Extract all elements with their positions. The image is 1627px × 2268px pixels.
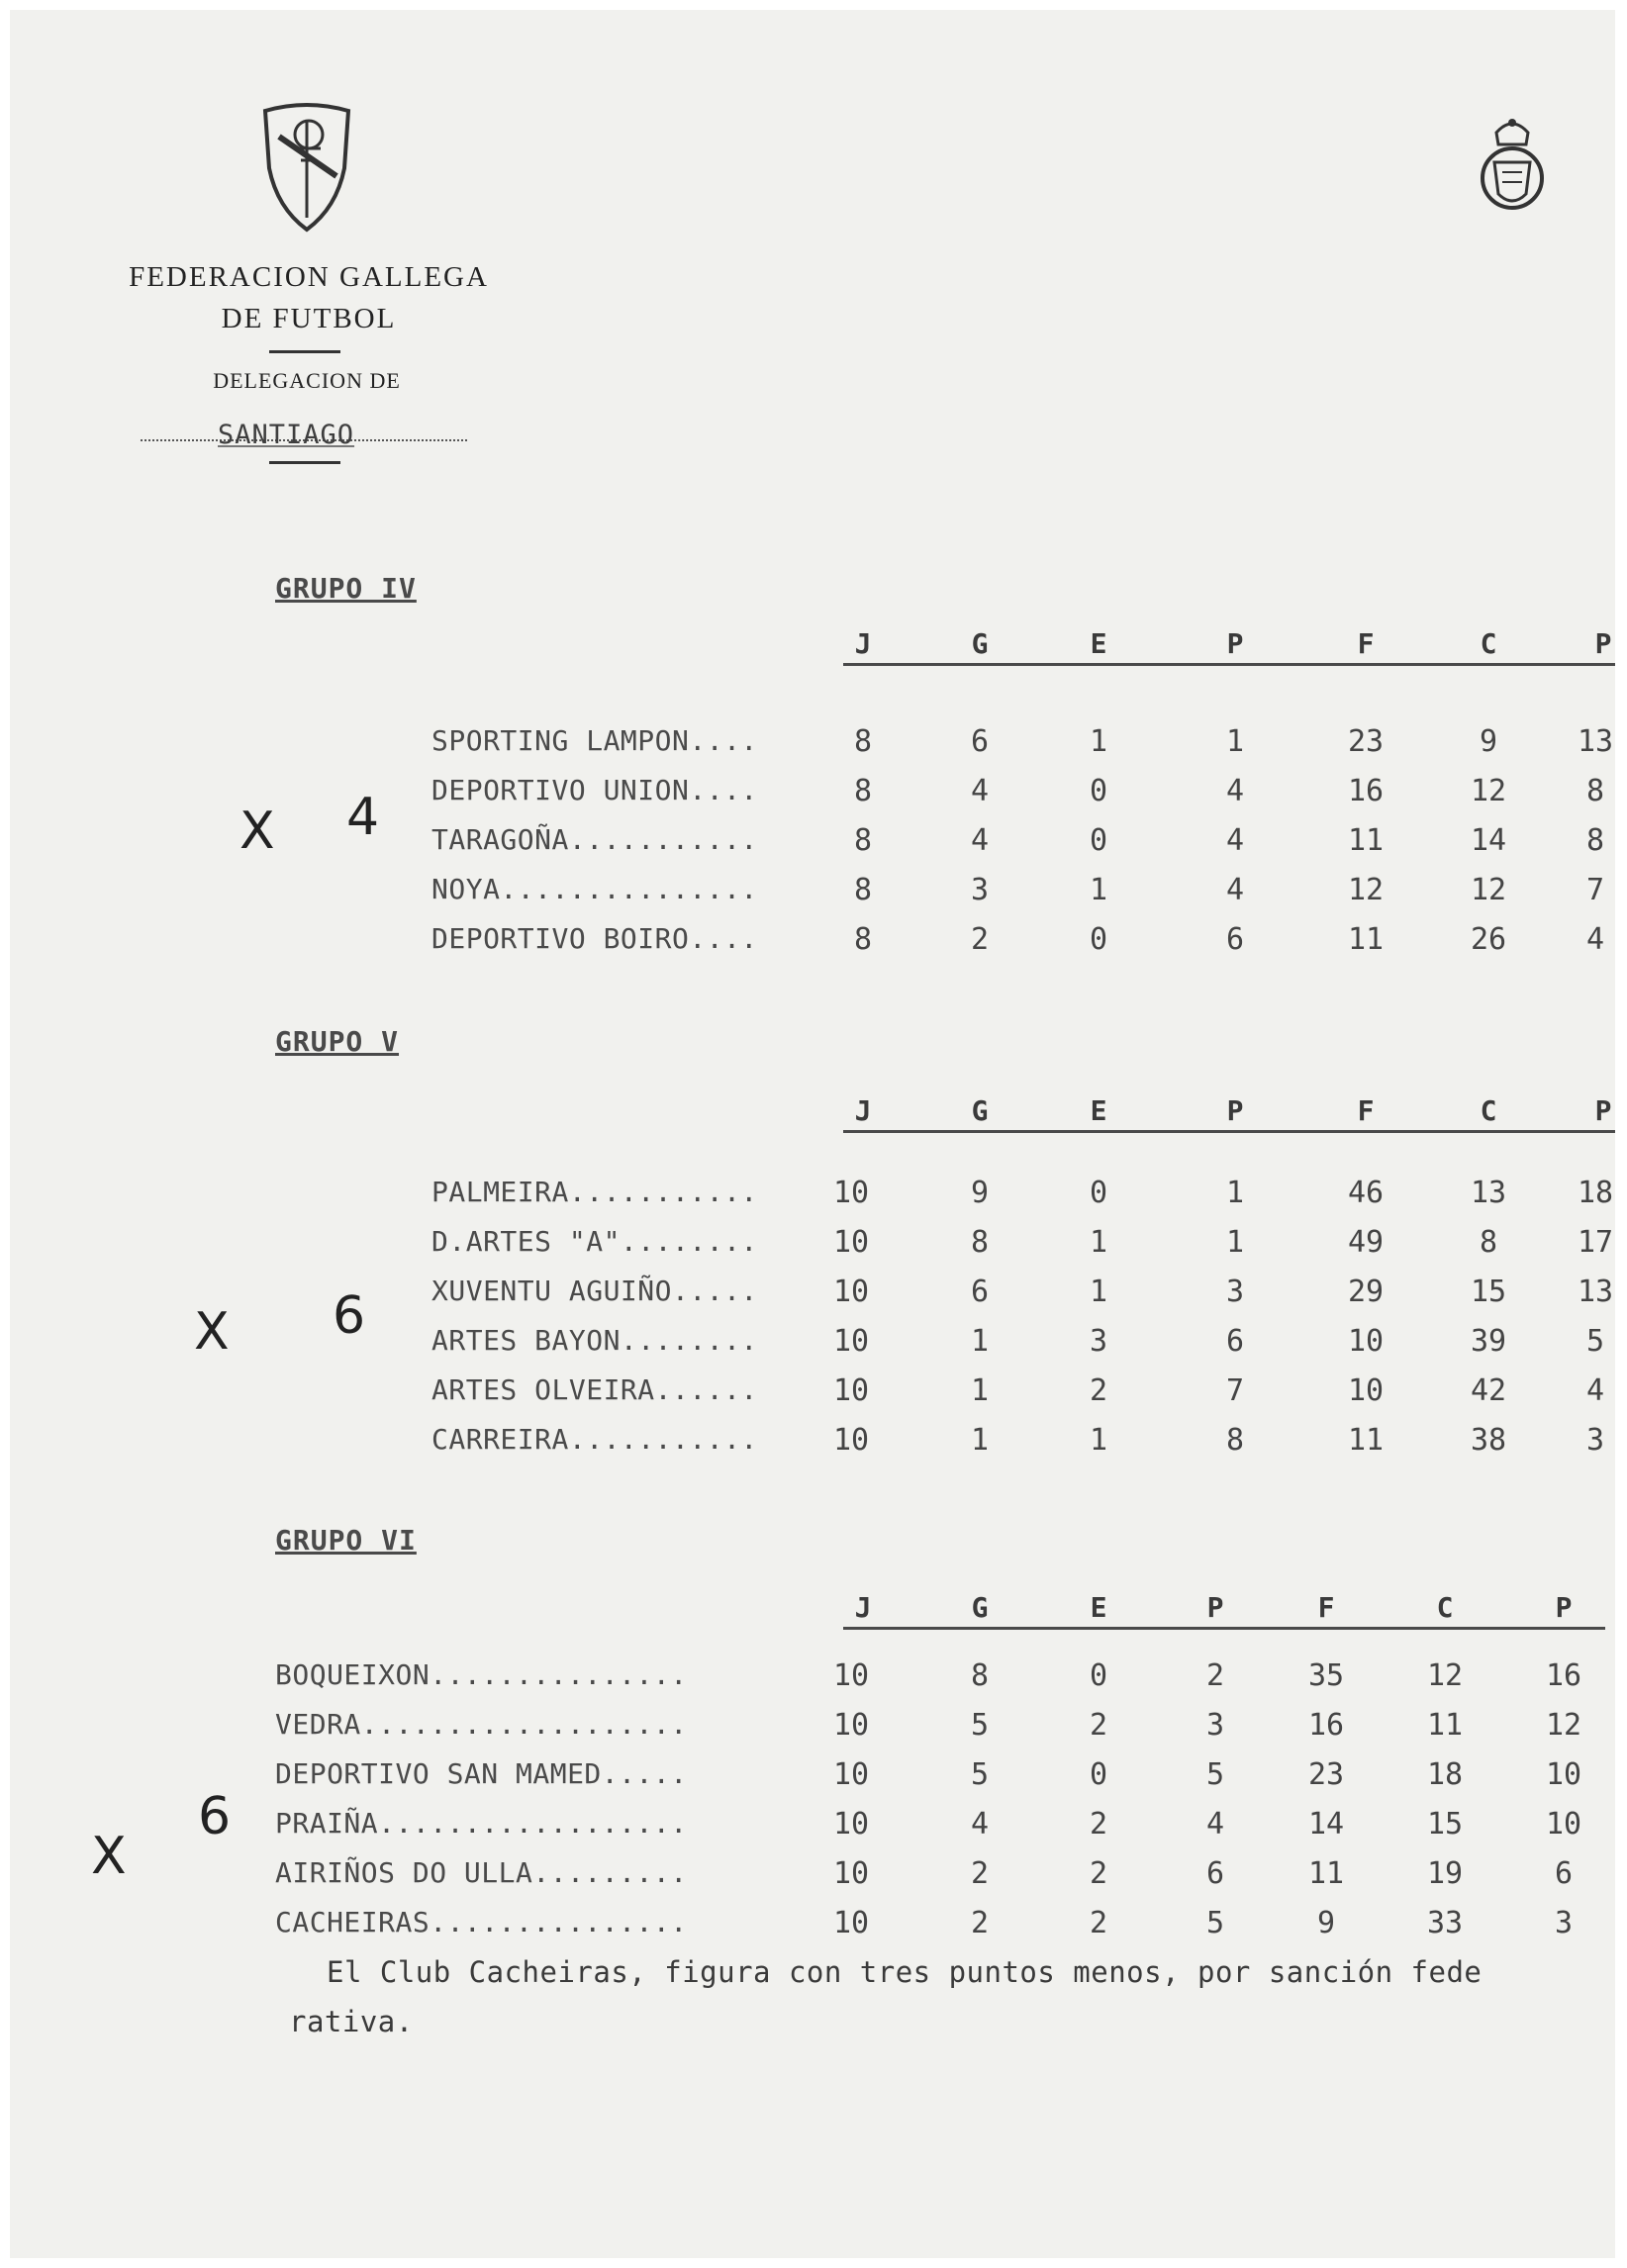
- stat-cell: 2: [970, 1856, 990, 1891]
- column-header: E: [1090, 1094, 1107, 1127]
- group-title: GRUPO VI: [275, 1524, 417, 1557]
- stat-cell: 6: [970, 1275, 990, 1309]
- team-name: SPORTING LAMPON....: [431, 724, 758, 757]
- column-header: G: [971, 1094, 989, 1127]
- stat-cell: 6: [1554, 1856, 1574, 1891]
- stat-cell: 10: [1545, 1807, 1582, 1842]
- stat-cell: 23: [1347, 724, 1385, 759]
- stat-cell: 10: [1347, 1373, 1385, 1408]
- column-header: E: [1090, 627, 1107, 660]
- stat-cell: 16: [1307, 1708, 1345, 1743]
- letterhead-divider: [269, 350, 340, 353]
- stat-cell: 1: [970, 1373, 990, 1408]
- team-name: PALMEIRA...........: [431, 1176, 758, 1208]
- stat-cell: 1: [970, 1324, 990, 1359]
- stat-cell: 14: [1307, 1807, 1345, 1842]
- stat-cell: 3: [1585, 1423, 1605, 1458]
- stat-cell: 11: [1347, 823, 1385, 858]
- stat-cell: 10: [832, 1373, 870, 1408]
- stat-cell: 9: [1316, 1906, 1336, 1940]
- stat-cell: 1: [1089, 873, 1108, 907]
- stat-cell: 15: [1426, 1807, 1464, 1842]
- stat-cell: 3: [1225, 1275, 1245, 1309]
- stat-cell: 42: [1470, 1373, 1507, 1408]
- column-header: J: [854, 1591, 872, 1624]
- stat-cell: 14: [1470, 823, 1507, 858]
- stat-cell: 18: [1577, 1176, 1614, 1210]
- stat-cell: 10: [832, 1807, 870, 1842]
- stat-cell: 10: [832, 1275, 870, 1309]
- team-name: CARREIRA...........: [431, 1423, 758, 1456]
- column-header: F: [1357, 627, 1375, 660]
- stat-cell: 4: [1205, 1807, 1225, 1842]
- stat-cell: 5: [1205, 1906, 1225, 1940]
- team-name: DEPORTIVO BOIRO....: [431, 922, 758, 955]
- stat-cell: 19: [1426, 1856, 1464, 1891]
- handwritten-count: 4: [346, 788, 380, 847]
- letterhead-line2: DE FUTBOL: [221, 303, 397, 334]
- federation-crest-icon: [257, 99, 356, 237]
- group-title: GRUPO IV: [275, 572, 417, 605]
- stat-cell: 8: [1225, 1423, 1245, 1458]
- handwritten-x-mark: X: [194, 1302, 230, 1362]
- stat-cell: 8: [1479, 1225, 1498, 1260]
- stat-cell: 10: [832, 1423, 870, 1458]
- column-header: G: [971, 1591, 989, 1624]
- stat-cell: 2: [1089, 1856, 1108, 1891]
- stat-cell: 10: [832, 1658, 870, 1693]
- column-header: G: [971, 627, 989, 660]
- column-header: P: [1555, 1591, 1573, 1624]
- stat-cell: 3: [1205, 1708, 1225, 1743]
- column-header: E: [1090, 1591, 1107, 1624]
- handwritten-x-mark: X: [91, 1827, 127, 1886]
- stat-cell: 12: [1545, 1708, 1582, 1743]
- stat-cell: 23: [1307, 1757, 1345, 1792]
- stat-cell: 10: [832, 1906, 870, 1940]
- column-header: C: [1480, 627, 1497, 660]
- team-name: VEDRA...................: [275, 1708, 688, 1741]
- stat-cell: 10: [832, 1757, 870, 1792]
- stat-cell: 8: [1585, 774, 1605, 808]
- stat-cell: 2: [1089, 1373, 1108, 1408]
- stat-cell: 8: [853, 873, 873, 907]
- stat-cell: 10: [1347, 1324, 1385, 1359]
- stat-cell: 8: [970, 1658, 990, 1693]
- stat-cell: 12: [1470, 774, 1507, 808]
- stat-cell: 4: [970, 1807, 990, 1842]
- letterhead-delegacion: DELEGACION DE: [213, 368, 401, 393]
- stat-cell: 10: [832, 1225, 870, 1260]
- column-header: F: [1357, 1094, 1375, 1127]
- stat-cell: 6: [970, 724, 990, 759]
- column-header: P: [1594, 627, 1612, 660]
- stat-cell: 1: [1089, 1275, 1108, 1309]
- letterhead-city: SANTIAGO: [218, 420, 355, 450]
- stat-cell: 3: [970, 873, 990, 907]
- letterhead-line1: FEDERACION GALLEGA: [129, 261, 489, 293]
- stat-cell: 6: [1225, 1324, 1245, 1359]
- team-name: PRAIÑA..................: [275, 1807, 688, 1840]
- stat-cell: 4: [1225, 823, 1245, 858]
- stat-cell: 4: [1585, 1373, 1605, 1408]
- stat-cell: 1: [1089, 1225, 1108, 1260]
- column-header: C: [1480, 1094, 1497, 1127]
- team-name: CACHEIRAS...............: [275, 1906, 688, 1938]
- stat-cell: 0: [1089, 1658, 1108, 1693]
- team-name: BOQUEIXON...............: [275, 1658, 688, 1691]
- stat-cell: 5: [970, 1757, 990, 1792]
- column-header: C: [1436, 1591, 1454, 1624]
- team-name: TARAGOÑA...........: [431, 823, 758, 856]
- stat-cell: 4: [1225, 774, 1245, 808]
- stat-cell: 4: [1585, 922, 1605, 957]
- stat-cell: 38: [1470, 1423, 1507, 1458]
- stat-cell: 2: [1089, 1708, 1108, 1743]
- stat-cell: 10: [832, 1324, 870, 1359]
- group-title: GRUPO V: [275, 1025, 400, 1058]
- team-name: AIRIÑOS DO ULLA.........: [275, 1856, 688, 1889]
- stat-cell: 9: [970, 1176, 990, 1210]
- stat-cell: 7: [1585, 873, 1605, 907]
- stat-cell: 8: [970, 1225, 990, 1260]
- handwritten-count: 6: [198, 1787, 232, 1846]
- stat-cell: 1: [1089, 1423, 1108, 1458]
- stat-cell: 9: [1479, 724, 1498, 759]
- stat-cell: 0: [1089, 1757, 1108, 1792]
- document-page: [10, 10, 1615, 2258]
- stat-cell: 8: [1585, 823, 1605, 858]
- stat-cell: 4: [970, 774, 990, 808]
- stat-cell: 8: [853, 922, 873, 957]
- stat-cell: 4: [970, 823, 990, 858]
- stat-cell: 7: [1225, 1373, 1245, 1408]
- stat-cell: 13: [1470, 1176, 1507, 1210]
- stat-cell: 12: [1426, 1658, 1464, 1693]
- stat-cell: 11: [1347, 922, 1385, 957]
- column-header: P: [1226, 627, 1244, 660]
- stat-cell: 49: [1347, 1225, 1385, 1260]
- stat-cell: 18: [1426, 1757, 1464, 1792]
- stat-cell: 8: [853, 823, 873, 858]
- column-header: J: [854, 627, 872, 660]
- stat-cell: 10: [832, 1176, 870, 1210]
- letterhead-divider-2: [269, 461, 340, 464]
- stat-cell: 8: [853, 724, 873, 759]
- stat-cell: 26: [1470, 922, 1507, 957]
- stat-cell: 33: [1426, 1906, 1464, 1940]
- stat-cell: 10: [1545, 1757, 1582, 1792]
- stat-cell: 11: [1307, 1856, 1345, 1891]
- stat-cell: 0: [1089, 774, 1108, 808]
- stat-cell: 2: [970, 922, 990, 957]
- stat-cell: 5: [1205, 1757, 1225, 1792]
- stat-cell: 1: [1089, 724, 1108, 759]
- stat-cell: 12: [1470, 873, 1507, 907]
- stat-cell: 1: [970, 1423, 990, 1458]
- column-header: J: [854, 1094, 872, 1127]
- footnote-line-1: El Club Cacheiras, figura con tres puntos menos, por sanción fede: [327, 1955, 1483, 1989]
- stat-cell: 5: [970, 1708, 990, 1743]
- column-header: P: [1226, 1094, 1244, 1127]
- header-rule: [843, 1130, 1615, 1133]
- stat-cell: 10: [832, 1708, 870, 1743]
- stat-cell: 46: [1347, 1176, 1385, 1210]
- stat-cell: 3: [1554, 1906, 1574, 1940]
- team-name: D.ARTES "A"........: [431, 1225, 758, 1258]
- team-name: ARTES OLVEIRA......: [431, 1373, 758, 1406]
- column-header: P: [1206, 1591, 1224, 1624]
- column-header: P: [1594, 1094, 1612, 1127]
- column-header: F: [1317, 1591, 1335, 1624]
- team-name: NOYA...............: [431, 873, 758, 905]
- stat-cell: 13: [1577, 724, 1614, 759]
- stat-cell: 39: [1470, 1324, 1507, 1359]
- stat-cell: 4: [1225, 873, 1245, 907]
- stat-cell: 6: [1225, 922, 1245, 957]
- stat-cell: 2: [1089, 1807, 1108, 1842]
- stat-cell: 12: [1347, 873, 1385, 907]
- team-name: DEPORTIVO UNION....: [431, 774, 758, 806]
- stat-cell: 17: [1577, 1225, 1614, 1260]
- royal-crest-icon: [1477, 113, 1548, 222]
- stat-cell: 2: [970, 1906, 990, 1940]
- stat-cell: 2: [1205, 1658, 1225, 1693]
- stat-cell: 29: [1347, 1275, 1385, 1309]
- stat-cell: 35: [1307, 1658, 1345, 1693]
- header-rule: [843, 1627, 1605, 1630]
- header-rule: [843, 663, 1615, 666]
- stat-cell: 1: [1225, 1225, 1245, 1260]
- footnote-line-2: rativa.: [289, 2005, 414, 2038]
- stat-cell: 0: [1089, 922, 1108, 957]
- stat-cell: 5: [1585, 1324, 1605, 1359]
- stat-cell: 1: [1225, 1176, 1245, 1210]
- stat-cell: 11: [1426, 1708, 1464, 1743]
- stat-cell: 6: [1205, 1856, 1225, 1891]
- stat-cell: 10: [832, 1856, 870, 1891]
- stat-cell: 1: [1225, 724, 1245, 759]
- stat-cell: 15: [1470, 1275, 1507, 1309]
- stat-cell: 0: [1089, 823, 1108, 858]
- handwritten-count: 6: [333, 1286, 366, 1346]
- stat-cell: 16: [1347, 774, 1385, 808]
- handwritten-x-mark: X: [239, 802, 275, 861]
- stat-cell: 2: [1089, 1906, 1108, 1940]
- stat-cell: 0: [1089, 1176, 1108, 1210]
- stat-cell: 3: [1089, 1324, 1108, 1359]
- stat-cell: 13: [1577, 1275, 1614, 1309]
- stat-cell: 8: [853, 774, 873, 808]
- stat-cell: 16: [1545, 1658, 1582, 1693]
- team-name: DEPORTIVO SAN MAMED.....: [275, 1757, 688, 1790]
- team-name: ARTES BAYON........: [431, 1324, 758, 1357]
- team-name: XUVENTU AGUIÑO.....: [431, 1275, 758, 1307]
- stat-cell: 11: [1347, 1423, 1385, 1458]
